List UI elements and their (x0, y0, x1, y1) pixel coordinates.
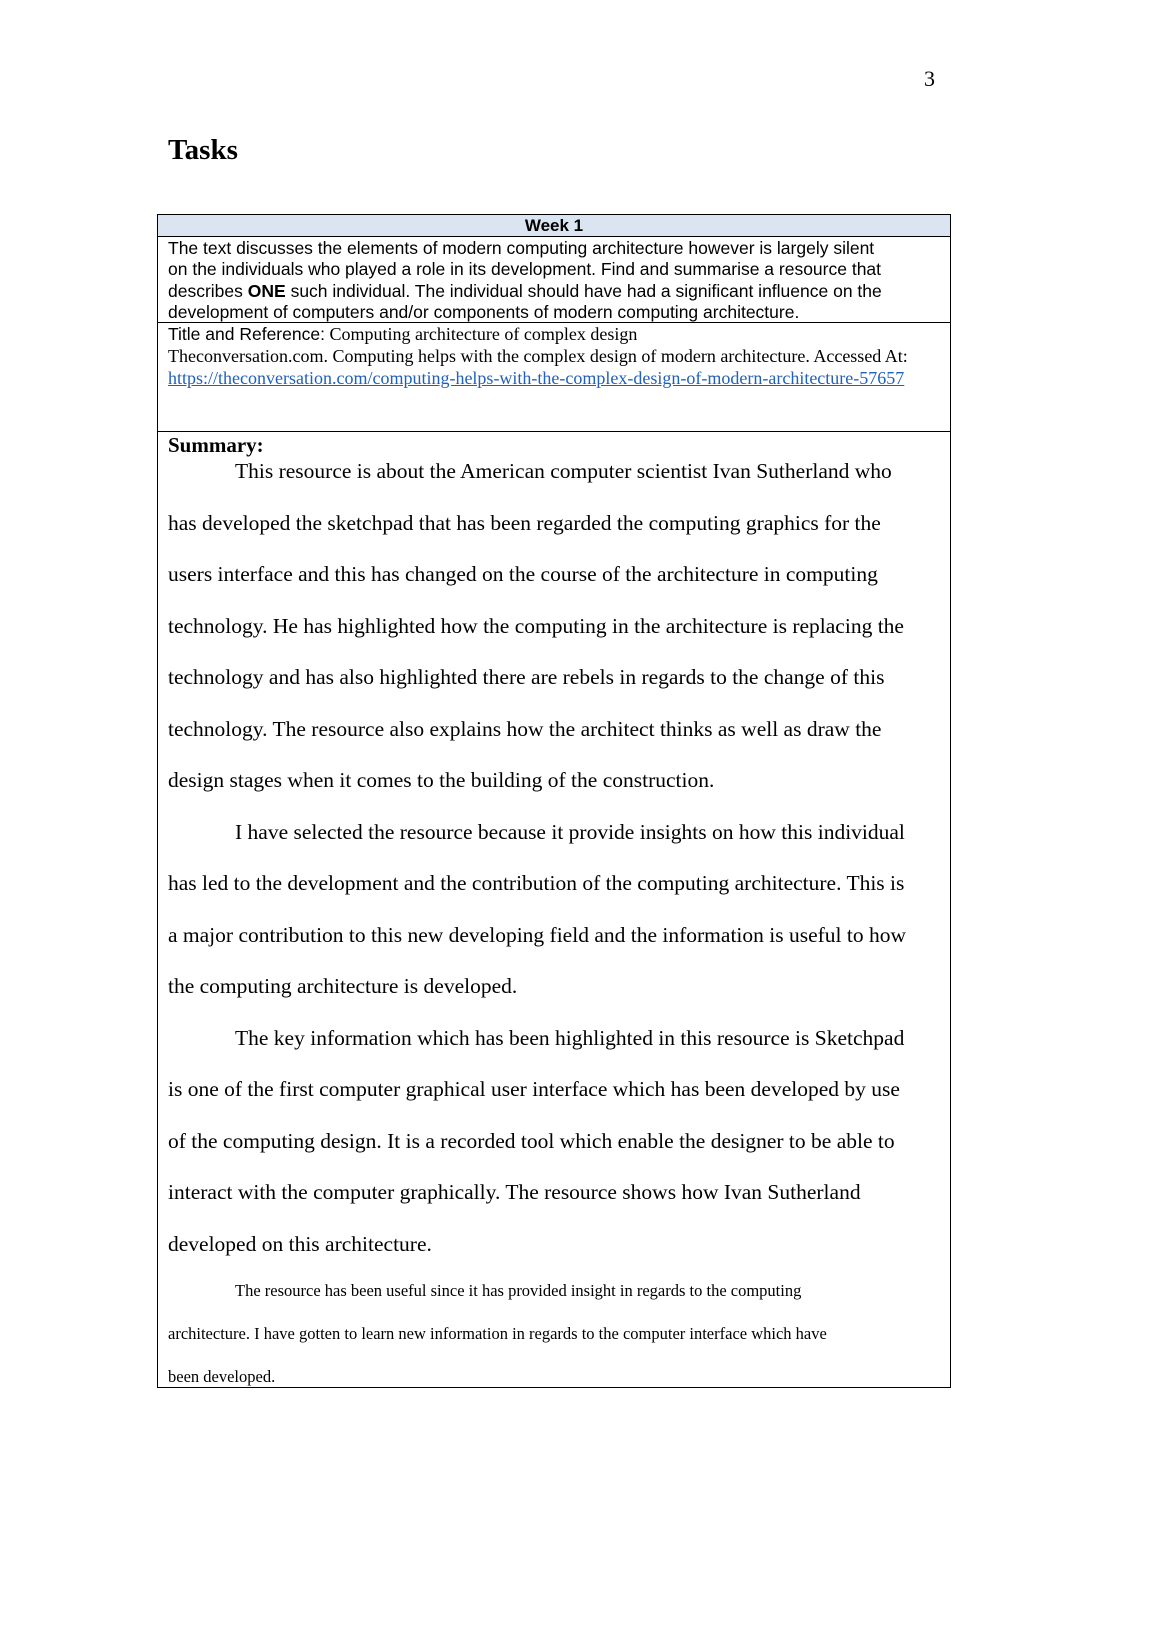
task-description (158, 237, 950, 323)
task-emphasis: ONE (247, 280, 286, 301)
summary-line: I have selected the resource because it provide insights on how this individual (235, 819, 905, 844)
summary-paragraph-1 (168, 458, 940, 819)
summary-line: users interface and this has changed on the course of the architecture in computing (168, 562, 878, 586)
summary-line: architecture. I have gotten to learn new information in regards to the computer interface which have (168, 1324, 827, 1343)
summary-paragraph-2 (168, 819, 940, 1025)
summary-line: The key information which has been highlighted in this resource is Sketchpad (235, 1025, 905, 1050)
summary-line: been developed. (168, 1367, 276, 1386)
summary-line: technology. He has highlighted how the computing in the architecture is replacing the (168, 613, 904, 638)
summary-line: of the computing design. It is a recorded tool which enable the designer to be able to (168, 1128, 895, 1153)
page-number: 3 (924, 66, 935, 91)
summary-line: is one of the first computer graphical user interface which has been developed by use (168, 1077, 900, 1101)
summary-paragraph-3 (168, 1025, 940, 1283)
summary-line: design stages when it comes to the building of the construction. (168, 768, 715, 792)
task-text: such individual. The individual should have had a significant influence on the (285, 280, 882, 301)
summary-cell (158, 432, 950, 1410)
page-heading: Tasks (168, 134, 238, 166)
reference-link[interactable]: https://theconversation.com/computing-helps-with-the-complex-design-of-modern-architecture-57657 (168, 368, 905, 388)
summary-line: technology. The resource also explains how the architect thinks as well as draw the (168, 716, 882, 741)
summary-label: Summary: (168, 433, 264, 457)
summary-line: The resource has been useful since it has provided insight in regards to the computing (235, 1281, 802, 1300)
task-line: development of computers and/or components of modern computing architecture. (168, 302, 800, 323)
summary-line: has developed the sketchpad that has been regarded the computing graphics for the (168, 510, 881, 535)
task-line (168, 281, 940, 302)
summary-line: has led to the development and the contribution of the computing architecture. This is (168, 871, 905, 895)
summary-line: developed on this architecture. (168, 1231, 432, 1256)
task-text: describes (168, 280, 248, 301)
summary-paragraph-4 (168, 1281, 940, 1410)
week-header: Week 1 (158, 215, 950, 237)
reference-label: Title and Reference: (168, 324, 325, 344)
summary-line: interact with the computer graphically. The resource shows how Ivan Sutherland (168, 1180, 861, 1204)
reference-title: Computing architecture of complex design (324, 324, 638, 344)
reference-cell (158, 323, 950, 432)
task-line: The text discusses the elements of modern computing architecture however is largely silent (168, 238, 875, 258)
summary-line: the computing architecture is developed. (168, 974, 518, 998)
summary-line: technology and has also highlighted there are rebels in regards to the change of this (168, 665, 885, 689)
week-table (157, 214, 951, 1388)
summary-line: a major contribution to this new developing field and the information is useful to how (168, 922, 907, 947)
task-line: on the individuals who played a role in its development. Find and summarise a resource that (168, 259, 882, 280)
reference-citation: Theconversation.com. Computing helps with the complex design of modern architecture. Accessed At: (168, 346, 908, 366)
summary-line: This resource is about the American computer scientist Ivan Sutherland who (235, 459, 892, 483)
